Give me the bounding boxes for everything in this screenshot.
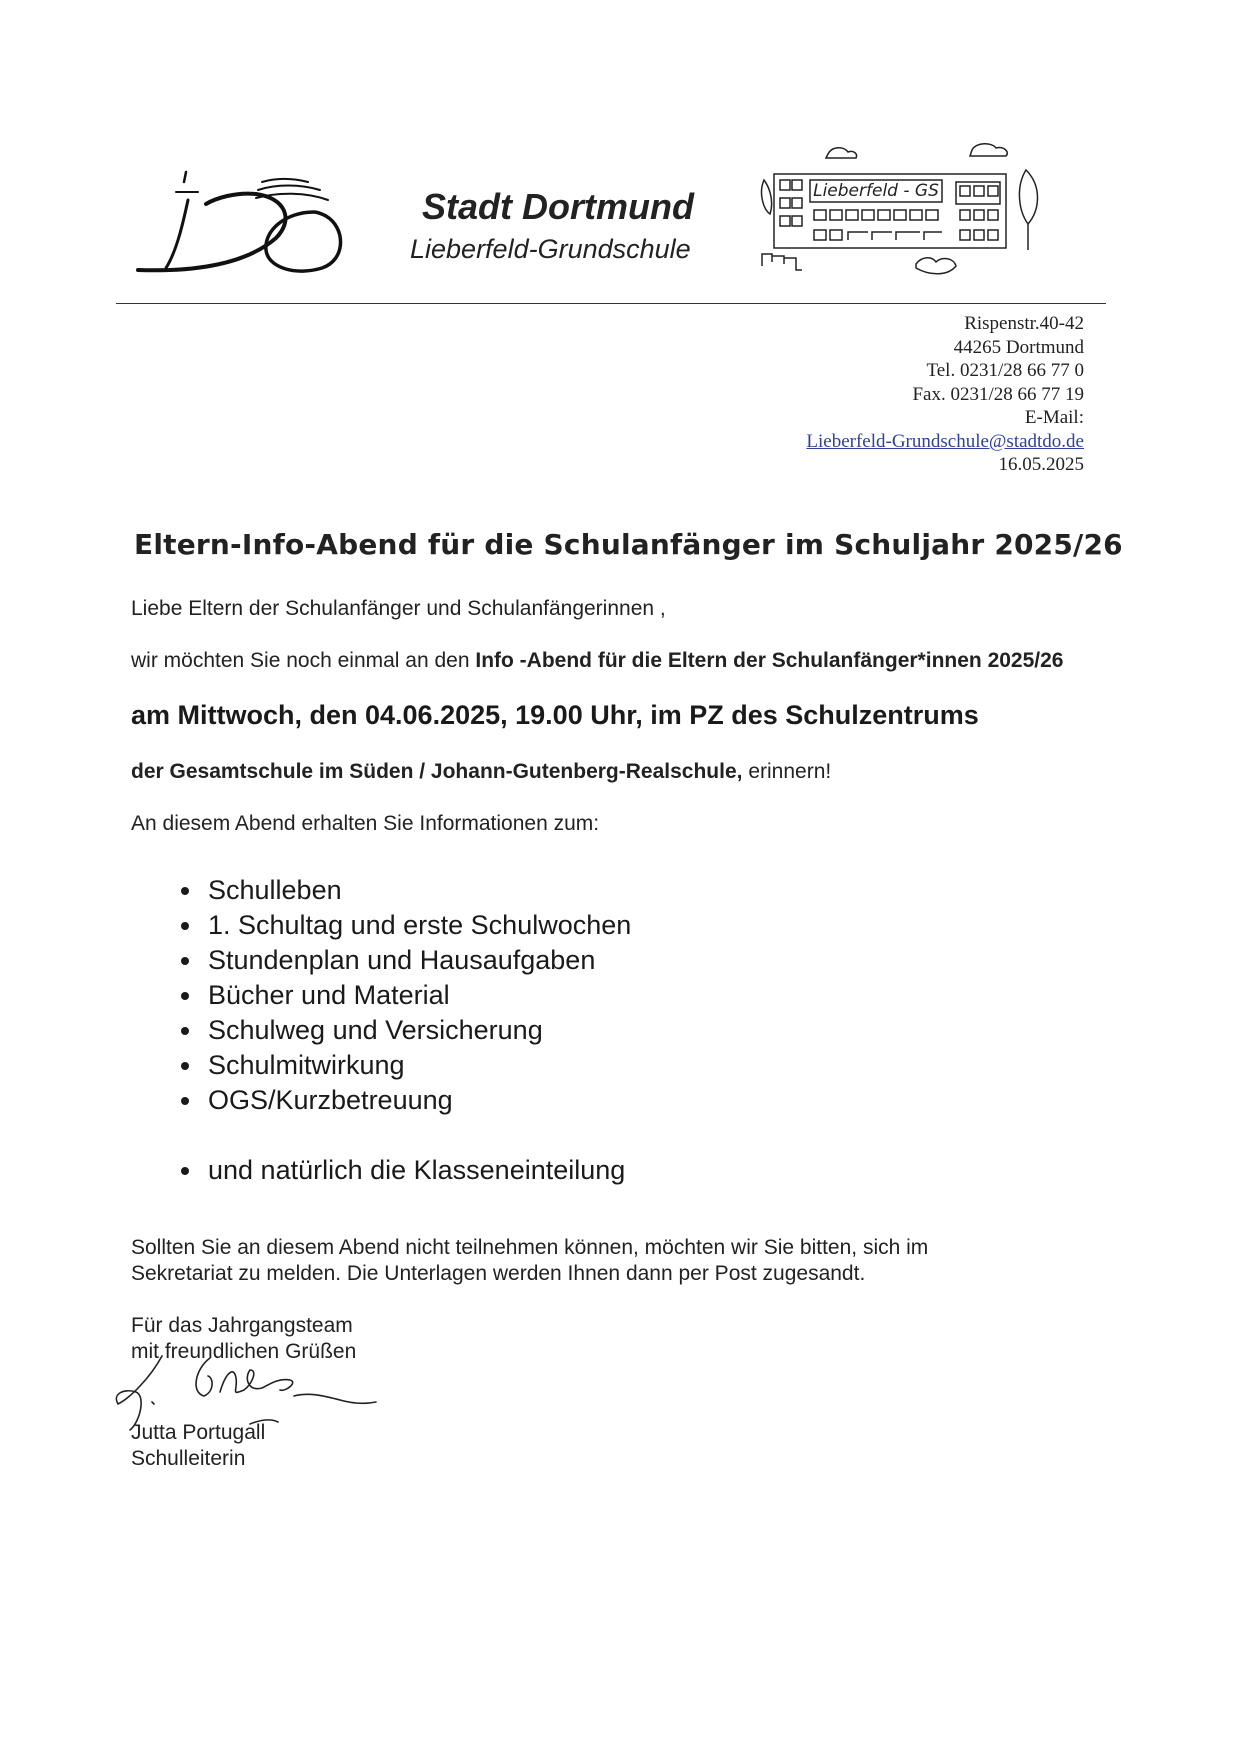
topics-intro: An diesem Abend erhalten Sie Informationen zum:	[131, 812, 600, 835]
closing-line-1: Sollten Sie an diesem Abend nicht teilnehmen können, möchten wir Sie bitten, sich im	[131, 1236, 929, 1259]
topics-list-extra	[168, 1153, 625, 1188]
invite-paragraph	[131, 649, 1091, 673]
invite-event: Info -Abend für die Eltern der Schulanfänger*innen 2025/26	[475, 649, 1064, 672]
venue-name: der Gesamtschule im Süden / Johann-Gutenberg-Realschule,	[131, 760, 743, 783]
topic-item: • 1. Schultag und erste Schulwochen	[204, 908, 631, 943]
address-city: 44265 Dortmund	[953, 336, 1084, 358]
invite-prefix: wir möchten Sie noch einmal an den	[131, 649, 476, 672]
topic-item: • Schulweg und Versicherung	[204, 1013, 631, 1048]
topic-item: • Schulleben	[204, 873, 631, 908]
address-block	[806, 312, 1084, 477]
farewell-line-2: mit freundlichen Grüßen	[131, 1340, 357, 1363]
topic-item: • Schulmitwirkung	[204, 1048, 631, 1083]
letter-headline: Eltern-Info-Abend für die Schulanfänger im Schuljahr 2025/26	[134, 528, 1123, 561]
venue-suffix: erinnern!	[742, 760, 832, 783]
school-name: Lieberfeld-Grundschule	[410, 234, 691, 264]
letter-date: 16.05.2025	[998, 454, 1084, 475]
topic-item: • Stundenplan und Hausaufgaben	[204, 943, 631, 978]
topic-item: • OGS/Kurzbetreuung	[204, 1083, 631, 1118]
address-phone: Tel. 0231/28 66 77 0	[926, 360, 1084, 381]
header-divider	[116, 303, 1106, 304]
topic-item-class-assignment: • und natürlich die Klasseneinteilung	[204, 1153, 625, 1188]
signer-name: Jutta Portugall	[131, 1421, 266, 1444]
email-link[interactable]: Lieberfeld-Grundschule@stadtdo.de	[806, 430, 1084, 452]
signer-role: Schulleiterin	[131, 1447, 246, 1470]
school-building-drawing	[760, 140, 1060, 288]
event-date-line: am Mittwoch, den 04.06.2025, 19.00 Uhr, im PZ des Schulzentrums	[131, 700, 979, 730]
school-sign-label: Lieberfeld - GS	[813, 181, 939, 201]
dortmund-logo	[136, 168, 376, 280]
address-fax: Fax. 0231/28 66 77 19	[912, 383, 1084, 405]
city-name: Stadt Dortmund	[422, 186, 694, 227]
venue-line	[131, 760, 831, 784]
address-street: Rispenstr.40-42	[964, 313, 1084, 334]
farewell-line-1: Für das Jahrgangsteam	[131, 1314, 353, 1337]
closing-note	[131, 1235, 928, 1287]
topics-list	[168, 873, 631, 1118]
closing-line-2: Sekretariat zu melden. Die Unterlagen werden Ihnen dann per Post zugesandt.	[131, 1262, 866, 1285]
address-email-label: E-Mail:	[1024, 407, 1084, 428]
greeting: Liebe Eltern der Schulanfänger und Schulanfängerinnen ,	[131, 597, 666, 620]
topic-item: • Bücher und Material	[204, 978, 631, 1013]
